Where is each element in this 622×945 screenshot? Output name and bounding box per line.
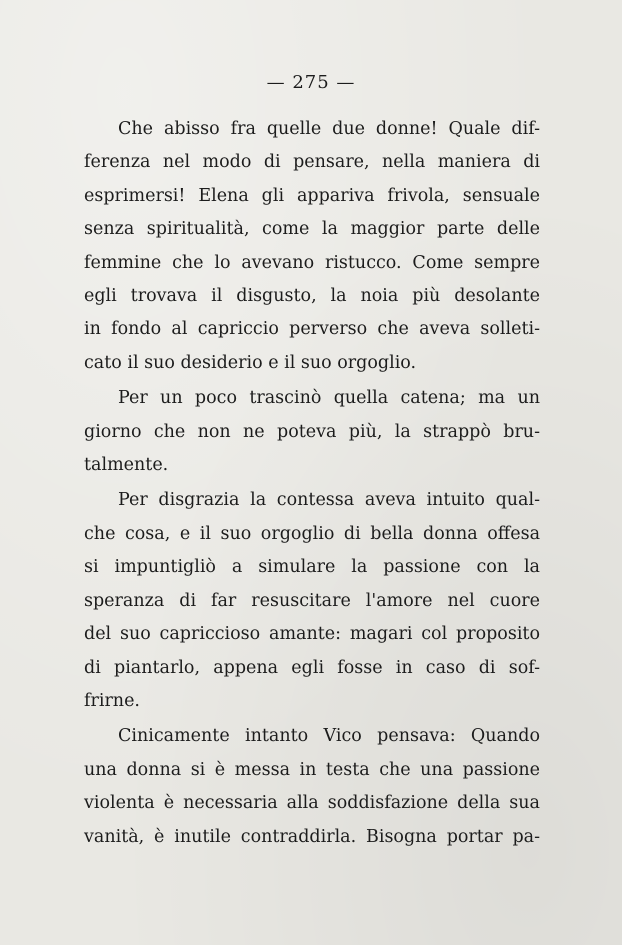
text-line: vanità, è inutile contraddirla. Bisogna portar pa- (84, 826, 540, 847)
text-line: senza spiritualità, come la maggior parte delle (84, 219, 540, 240)
text-line: si impuntigliò a simulare la passione con la (84, 557, 540, 578)
page-number: — 275 — (266, 72, 356, 93)
text-line: speranza di far resuscitare l'amore nel cuore (84, 590, 540, 611)
body-text (84, 113, 540, 854)
text-line: che cosa, e il suo orgoglio di bella donna offesa (84, 523, 540, 544)
text-line: cato il suo desiderio e il suo orgoglio. (84, 352, 417, 373)
text-line: talmente. (84, 455, 169, 476)
text-line: femmine che lo avevano ristucco. Come sempre (84, 252, 540, 273)
paragraph (84, 113, 540, 380)
text-line: Per disgrazia la contessa aveva intuito qual- (118, 490, 540, 511)
text-line: Per un poco trascinò quella catena; ma un (118, 388, 540, 409)
text-line: violenta è necessaria alla soddisfazione della sua (84, 793, 540, 814)
text-line: egli trovava il disgusto, la noia più desolante (84, 286, 540, 307)
text-line: giorno che non ne poteva più, la strappò bru- (84, 421, 540, 442)
text-line: del suo capriccioso amante: magari col proposito (84, 624, 540, 645)
text-line: ferenza nel modo di pensare, nella maniera di (84, 152, 540, 173)
text-line: esprimersi! Elena gli appariva frivola, sensuale (84, 185, 540, 206)
text-line: di piantarlo, appena egli fosse in caso di sof- (84, 657, 540, 678)
text-line: frirne. (84, 690, 140, 711)
paragraph (84, 382, 540, 482)
paragraph (84, 720, 540, 854)
text-line: in fondo al capriccio perverso che aveva solleti- (84, 319, 540, 340)
paragraph (84, 484, 540, 718)
text-line: Che abisso fra quelle due donne! Quale dif- (118, 119, 540, 139)
text-line: Cinicamente intanto Vico pensava: Quando (118, 726, 540, 747)
text-line: una donna si è messa in testa che una passione (84, 759, 540, 780)
